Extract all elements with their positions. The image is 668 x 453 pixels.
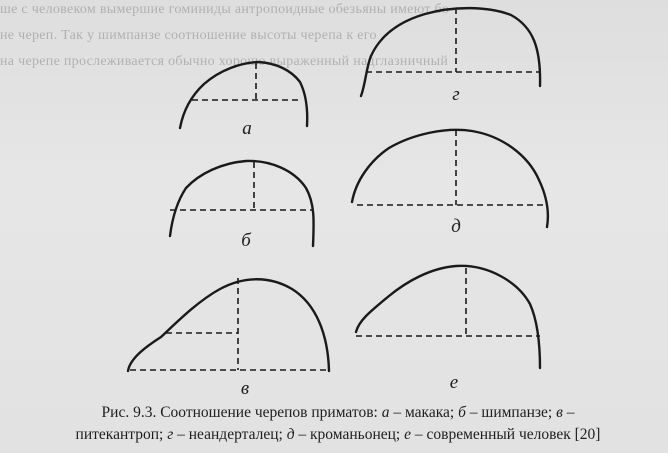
background-text-line: не череп. Так у шимпанзе соотношение высоты черепа к его bbox=[0, 28, 377, 43]
figure-caption-line-2 bbox=[28, 424, 648, 446]
caption-letter: д bbox=[286, 426, 295, 443]
skull-outline-neanderthal bbox=[361, 8, 540, 96]
caption-text: – bbox=[562, 404, 575, 421]
caption-text: – шимпанзе; bbox=[465, 404, 557, 421]
caption-letter: а bbox=[381, 404, 390, 421]
panel-label-e: е bbox=[449, 372, 459, 393]
caption-text: – неандерталец; bbox=[173, 426, 287, 443]
caption-letter: г bbox=[167, 426, 174, 443]
panel-label-v: в bbox=[240, 378, 250, 399]
panel-label-a: а bbox=[242, 118, 252, 139]
skull-outline-pithecanthropus bbox=[128, 278, 329, 371]
background-text-line: на черепе прослеживается обычно хорошо выраженный надглазничный bbox=[0, 54, 449, 69]
skull-outline-modern-human bbox=[356, 266, 540, 368]
caption-letter: б bbox=[458, 404, 466, 421]
caption-text: – кроманьонец; bbox=[294, 426, 405, 443]
skull-outline-cromagnon bbox=[352, 130, 548, 227]
panel-label-b: б bbox=[241, 230, 251, 251]
caption-letter: в bbox=[556, 404, 563, 421]
caption-text: – современный человек [20] bbox=[411, 426, 601, 443]
panel-label-g: г bbox=[452, 84, 460, 105]
background-text-line: ше с человеком вымершие гоминиды антропоидные обезьяны имеют бо bbox=[0, 2, 450, 17]
figure-caption-line-1 bbox=[28, 402, 648, 424]
caption-letter: е bbox=[404, 426, 412, 443]
caption-text: Рис. 9.3. Соотношение черепов приматов: bbox=[101, 404, 382, 421]
panel-label-d: д bbox=[451, 216, 461, 237]
caption-text: питекантроп; bbox=[75, 426, 168, 443]
caption-text: – макака; bbox=[389, 404, 459, 421]
